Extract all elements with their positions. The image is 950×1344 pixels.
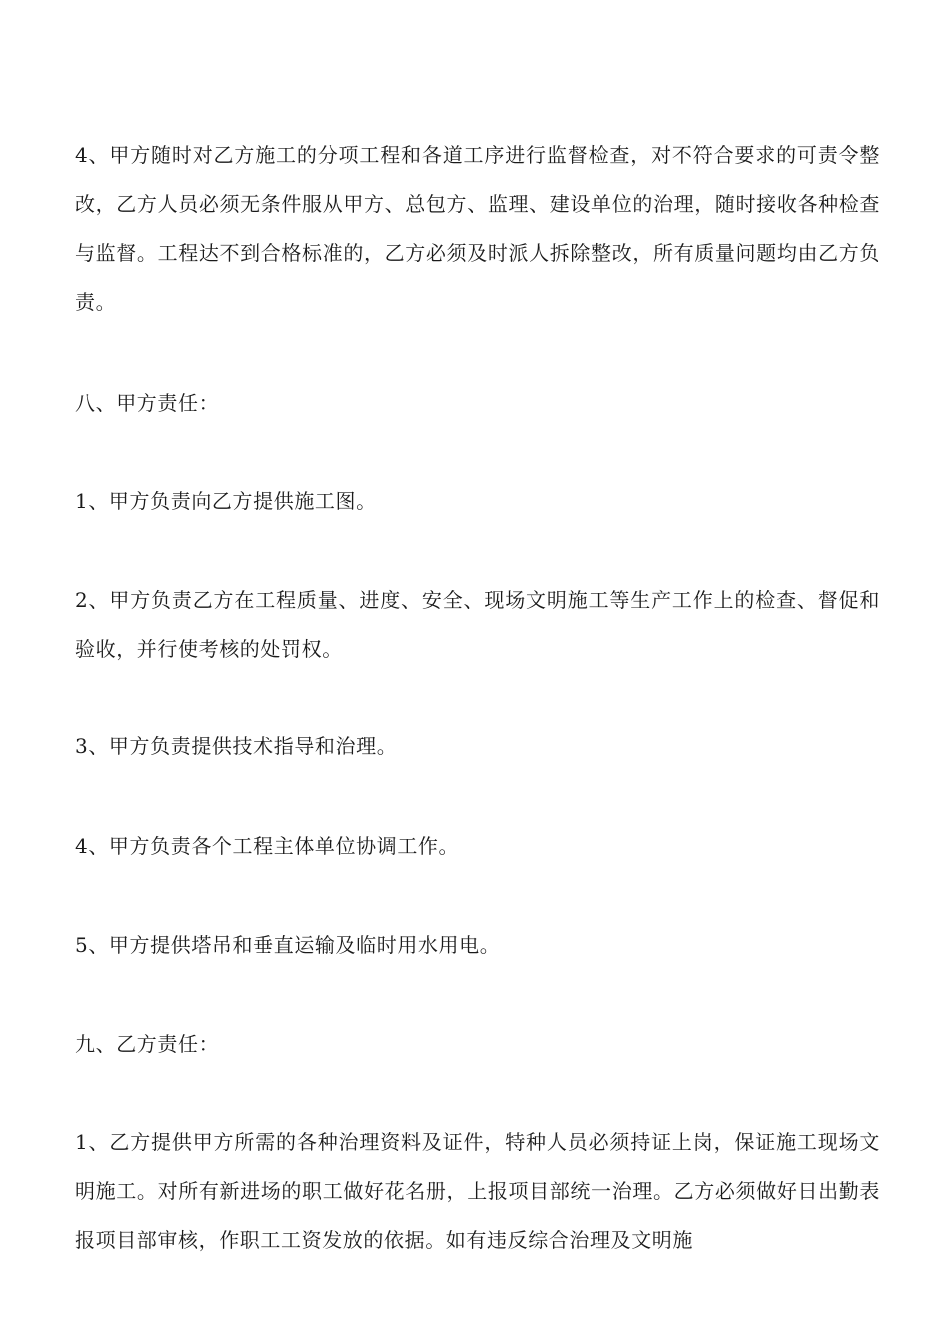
party-b-clause-1: 1、乙方提供甲方所需的各种治理资料及证件，特种人员必须持证上岗，保证施工现场文明施工。对所有新进场的职工做好花名册，上报项目部统一治理。乙方必须做好日出勤表报项目部审核，作职工工资发放的依据。如有违反综合治理及文明施 xyxy=(75,1130,880,1252)
party-a-clause-3: 3、甲方负责提供技术指导和治理。 xyxy=(75,734,398,758)
section-8-heading: 八、甲方责任： xyxy=(75,391,220,415)
party-a-clause-2: 2、甲方负责乙方在工程质量、进度、安全、现场文明施工等生产工作上的检查、督促和验收，并行使考核的处罚权。 xyxy=(75,588,880,661)
party-a-clause-1: 1、甲方负责向乙方提供施工图。 xyxy=(75,489,377,513)
section-9-heading: 九、乙方责任： xyxy=(75,1032,220,1056)
party-a-clause-5: 5、甲方提供塔吊和垂直运输及临时用水用电。 xyxy=(75,933,501,957)
party-a-clause-4: 4、甲方负责各个工程主体单位协调工作。 xyxy=(75,834,460,858)
clause-4-supervision-paragraph: 4、甲方随时对乙方施工的分项工程和各道工序进行监督检查，对不符合要求的可责令整改，乙方人员必须无条件服从甲方、总包方、监理、建设单位的治理，随时接收各种检查与监督。工程达不到合格标准的，乙方必须及时派人拆除整改，所有质量问题均由乙方负责。 xyxy=(75,143,880,314)
